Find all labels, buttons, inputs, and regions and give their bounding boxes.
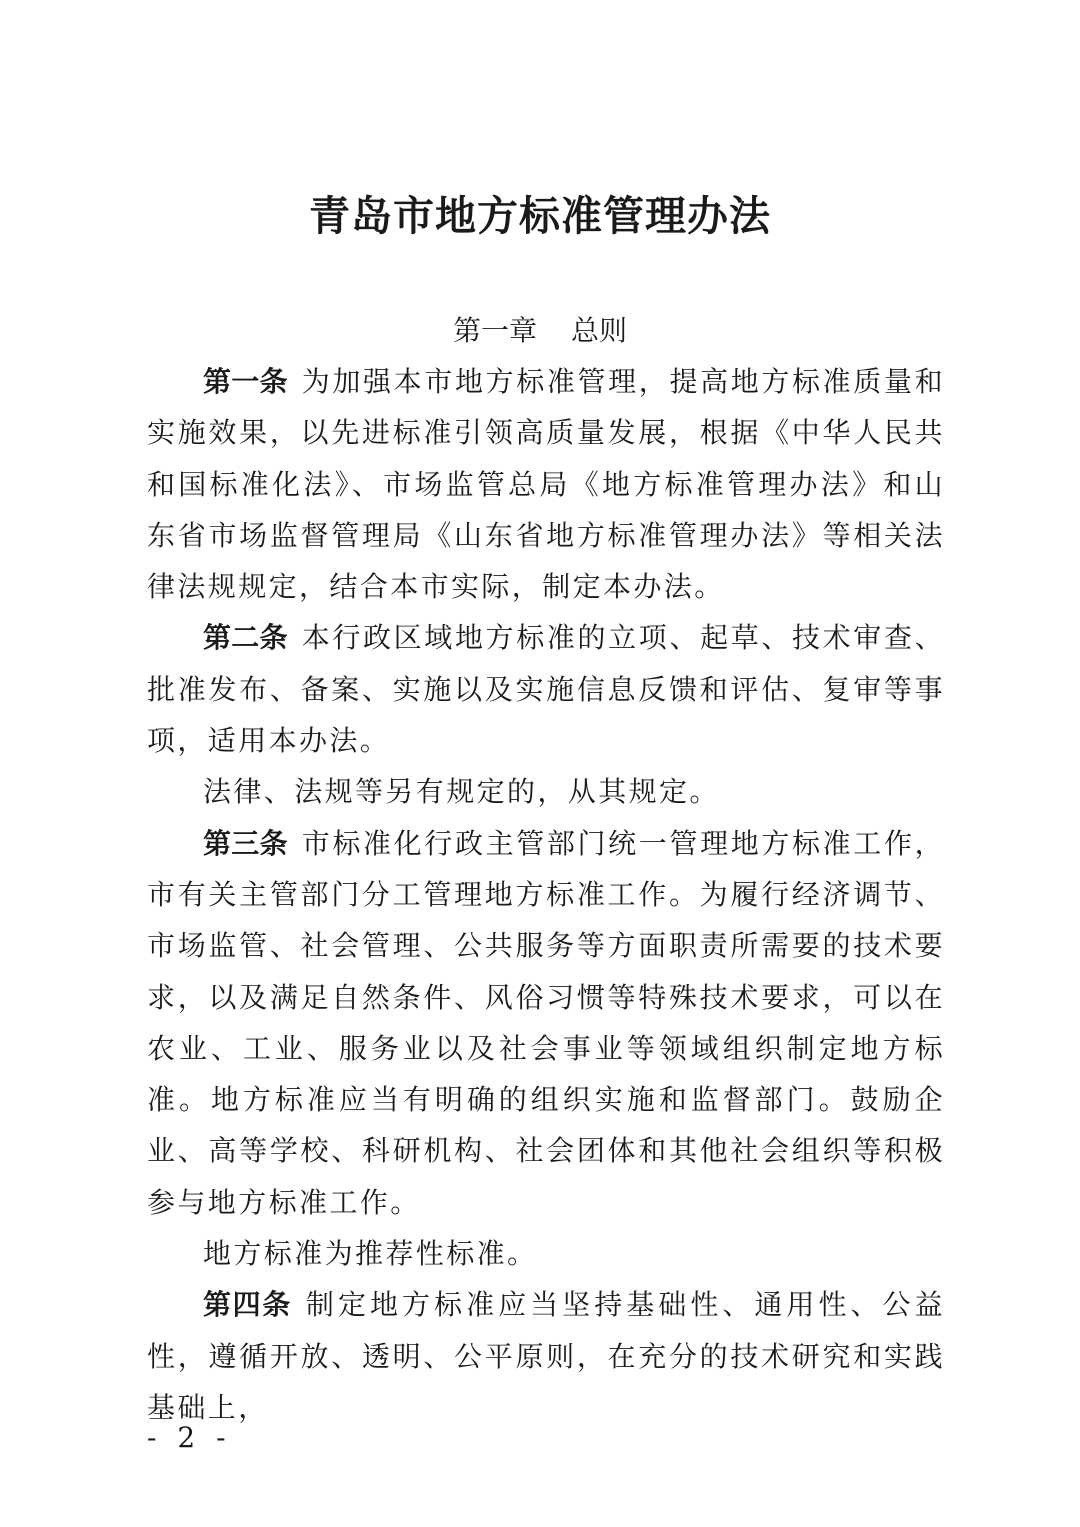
article-3-label: 第三条 [203, 826, 288, 860]
document-body [147, 356, 945, 1433]
article-2-clause-paragraph [147, 766, 945, 817]
article-1-text: 为加强本市地方标准管理，提高地方标准质量和实施效果，以先进标准引领高质量发展，根据《中华人民共和国标准化法》、市场监管总局《地方标准管理办法》和山东省市场监督管理局《山东省地方标准管理办法》等相关法律法规规定，结合本市实际，制定本办法。 [147, 365, 945, 604]
document-title: 青岛市地方标准管理办法 [309, 192, 771, 240]
article-1-label: 第一条 [203, 365, 288, 398]
article-2-label: 第二条 [203, 621, 288, 655]
article-3-text: 市标准化行政主管部门统一管理地方标准工作，市有关主管部门分工管理地方标准工作。为履行经济调节、市场监管、社会管理、公共服务等方面职责所需要的技术要求，以及满足自然条件、风俗习惯等特殊技术要求，可以在农业、工业、服务业以及社会事业等领域组织制定地方标准。地方标准应当有明确的组织实施和监督部门。鼓励企业、高等学校、科研机构、社会团体和其他社会组织等积极参与地方标准工作。 [147, 826, 945, 1219]
article-2-paragraph [147, 612, 945, 766]
chapter-name: 总则 [571, 314, 628, 347]
article-4-text: 制定地方标准应当坚持基础性、通用性、公益性，遵循开放、透明、公平原则，在充分的技术研究和实践基础上， [147, 1288, 945, 1424]
article-2-text: 本行政区域地方标准的立项、起草、技术审查、批准发布、备案、实施以及实施信息反馈和评估、复审等事项，适用本办法。 [147, 621, 945, 758]
page-number: - 2 - [147, 1421, 232, 1454]
article-2-clause-text: 法律、法规等另有规定的，从其规定。 [203, 775, 720, 809]
article-3-paragraph [147, 818, 945, 1228]
article-1-paragraph [147, 356, 945, 612]
chapter-heading [0, 306, 1080, 356]
article-3-clause-text: 地方标准为推荐性标准。 [203, 1237, 538, 1271]
chapter-number: 第一章 [452, 314, 537, 347]
article-4-label: 第四条 [203, 1288, 292, 1322]
article-4-paragraph [147, 1279, 945, 1433]
article-3-clause-paragraph [147, 1228, 945, 1279]
